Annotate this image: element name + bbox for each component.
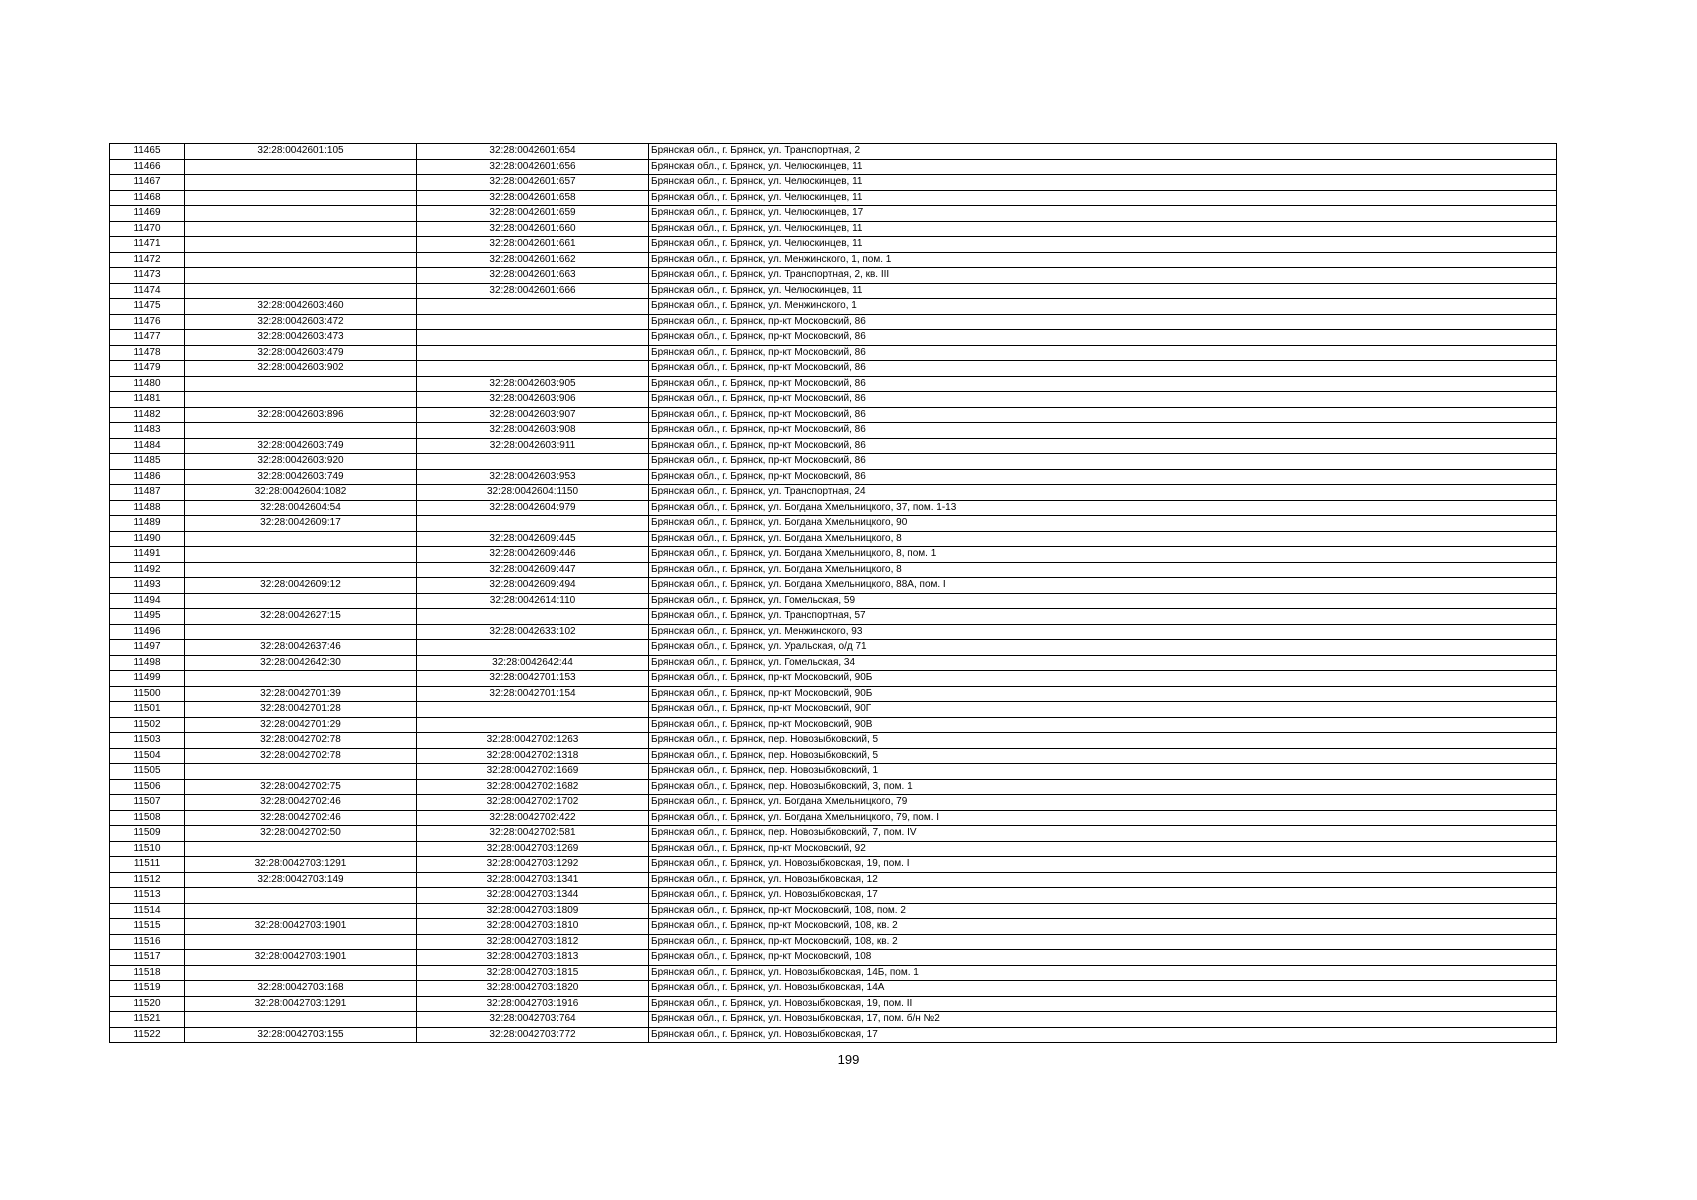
address-cell: Брянская обл., г. Брянск, ул. Менжинского, 1, пом. 1 <box>649 252 1557 268</box>
table-row <box>110 578 1557 594</box>
cadastral-number-cell: 32:28:0042703:1269 <box>417 841 649 857</box>
row-number-cell: 11514 <box>110 903 185 919</box>
table-row <box>110 531 1557 547</box>
cadastral-number-cell: 32:28:0042701:154 <box>417 686 649 702</box>
row-number-cell: 11477 <box>110 330 185 346</box>
parent-cadastral-number-cell: 32:28:0042703:1291 <box>185 857 417 873</box>
table-row <box>110 376 1557 392</box>
row-number-cell: 11499 <box>110 671 185 687</box>
address-cell: Брянская обл., г. Брянск, пр-кт Московский, 90Г <box>649 702 1557 718</box>
address-cell: Брянская обл., г. Брянск, пр-кт Московский, 92 <box>649 841 1557 857</box>
table-row <box>110 175 1557 191</box>
table-row <box>110 144 1557 160</box>
address-cell: Брянская обл., г. Брянск, ул. Богдана Хмельницкого, 88А, пом. I <box>649 578 1557 594</box>
table-row <box>110 624 1557 640</box>
table-row <box>110 206 1557 222</box>
address-cell: Брянская обл., г. Брянск, ул. Новозыбковская, 17, пом. б/н №2 <box>649 1012 1557 1028</box>
row-number-cell: 11481 <box>110 392 185 408</box>
table-row <box>110 733 1557 749</box>
table-row <box>110 702 1557 718</box>
parent-cadastral-number-cell: 32:28:0042702:78 <box>185 733 417 749</box>
table-row <box>110 345 1557 361</box>
cadastral-number-cell: 32:28:0042601:666 <box>417 283 649 299</box>
parent-cadastral-number-cell: 32:28:0042703:1901 <box>185 919 417 935</box>
address-cell: Брянская обл., г. Брянск, пр-кт Московский, 90В <box>649 717 1557 733</box>
cadastral-number-cell: 32:28:0042601:659 <box>417 206 649 222</box>
address-cell: Брянская обл., г. Брянск, ул. Транспортная, 57 <box>649 609 1557 625</box>
table-row <box>110 640 1557 656</box>
row-number-cell: 11471 <box>110 237 185 253</box>
parent-cadastral-number-cell: 32:28:0042702:78 <box>185 748 417 764</box>
table-row <box>110 190 1557 206</box>
parent-cadastral-number-cell <box>185 268 417 284</box>
cadastral-number-cell: 32:28:0042609:494 <box>417 578 649 594</box>
table-row <box>110 500 1557 516</box>
cadastral-number-cell: 32:28:0042633:102 <box>417 624 649 640</box>
address-cell: Брянская обл., г. Брянск, ул. Богдана Хмельницкого, 37, пом. 1-13 <box>649 500 1557 516</box>
table-row <box>110 857 1557 873</box>
parent-cadastral-number-cell: 32:28:0042604:1082 <box>185 485 417 501</box>
table-row <box>110 547 1557 563</box>
row-number-cell: 11495 <box>110 609 185 625</box>
parent-cadastral-number-cell: 32:28:0042609:12 <box>185 578 417 594</box>
table-row <box>110 872 1557 888</box>
cadastral-number-cell: 32:28:0042603:911 <box>417 438 649 454</box>
table-row <box>110 562 1557 578</box>
parent-cadastral-number-cell <box>185 221 417 237</box>
row-number-cell: 11486 <box>110 469 185 485</box>
page-number: 199 <box>837 1052 860 1067</box>
row-number-cell: 11520 <box>110 996 185 1012</box>
row-number-cell: 11472 <box>110 252 185 268</box>
parent-cadastral-number-cell: 32:28:0042603:902 <box>185 361 417 377</box>
table-row <box>110 1012 1557 1028</box>
table-row <box>110 996 1557 1012</box>
cadastral-number-cell: 32:28:0042703:1815 <box>417 965 649 981</box>
parent-cadastral-number-cell: 32:28:0042701:39 <box>185 686 417 702</box>
cadastral-number-cell: 32:28:0042703:1292 <box>417 857 649 873</box>
row-number-cell: 11510 <box>110 841 185 857</box>
row-number-cell: 11519 <box>110 981 185 997</box>
cadastral-number-cell: 32:28:0042701:153 <box>417 671 649 687</box>
table-body <box>110 144 1557 1043</box>
parent-cadastral-number-cell: 32:28:0042603:749 <box>185 438 417 454</box>
cadastral-number-cell: 32:28:0042603:907 <box>417 407 649 423</box>
parent-cadastral-number-cell: 32:28:0042637:46 <box>185 640 417 656</box>
cadastral-number-cell: 32:28:0042603:906 <box>417 392 649 408</box>
row-number-cell: 11496 <box>110 624 185 640</box>
table-row <box>110 686 1557 702</box>
row-number-cell: 11484 <box>110 438 185 454</box>
cadastral-number-cell: 32:28:0042601:654 <box>417 144 649 160</box>
cadastral-number-cell: 32:28:0042703:772 <box>417 1027 649 1043</box>
parent-cadastral-number-cell: 32:28:0042701:29 <box>185 717 417 733</box>
address-cell: Брянская обл., г. Брянск, ул. Челюскинцев, 11 <box>649 190 1557 206</box>
address-cell: Брянская обл., г. Брянск, пр-кт Московский, 86 <box>649 314 1557 330</box>
cadastral-number-cell: 32:28:0042601:656 <box>417 159 649 175</box>
parent-cadastral-number-cell <box>185 392 417 408</box>
table-row <box>110 423 1557 439</box>
cadastral-number-cell <box>417 717 649 733</box>
address-cell: Брянская обл., г. Брянск, ул. Богдана Хмельницкого, 8, пом. 1 <box>649 547 1557 563</box>
address-cell: Брянская обл., г. Брянск, ул. Гомельская, 59 <box>649 593 1557 609</box>
cadastral-number-cell: 32:28:0042703:1916 <box>417 996 649 1012</box>
cadastral-number-cell: 32:28:0042642:44 <box>417 655 649 671</box>
parent-cadastral-number-cell <box>185 376 417 392</box>
address-cell: Брянская обл., г. Брянск, пер. Новозыбковский, 3, пом. 1 <box>649 779 1557 795</box>
cadastral-number-cell: 32:28:0042702:1318 <box>417 748 649 764</box>
row-number-cell: 11473 <box>110 268 185 284</box>
table-row <box>110 841 1557 857</box>
row-number-cell: 11490 <box>110 531 185 547</box>
table-row <box>110 981 1557 997</box>
address-cell: Брянская обл., г. Брянск, пер. Новозыбковский, 1 <box>649 764 1557 780</box>
table-row <box>110 888 1557 904</box>
cadastral-number-cell: 32:28:0042614:110 <box>417 593 649 609</box>
table-row <box>110 237 1557 253</box>
parent-cadastral-number-cell: 32:28:0042703:168 <box>185 981 417 997</box>
cadastral-number-cell: 32:28:0042702:1682 <box>417 779 649 795</box>
parent-cadastral-number-cell: 32:28:0042702:46 <box>185 795 417 811</box>
row-number-cell: 11517 <box>110 950 185 966</box>
table-row <box>110 283 1557 299</box>
address-cell: Брянская обл., г. Брянск, ул. Транспортная, 2 <box>649 144 1557 160</box>
cadastral-number-cell: 32:28:0042703:1810 <box>417 919 649 935</box>
row-number-cell: 11494 <box>110 593 185 609</box>
table-row <box>110 810 1557 826</box>
table-row <box>110 919 1557 935</box>
row-number-cell: 11507 <box>110 795 185 811</box>
cadastral-number-cell: 32:28:0042603:908 <box>417 423 649 439</box>
address-cell: Брянская обл., г. Брянск, ул. Новозыбковская, 19, пом. I <box>649 857 1557 873</box>
parent-cadastral-number-cell: 32:28:0042703:149 <box>185 872 417 888</box>
parent-cadastral-number-cell: 32:28:0042702:50 <box>185 826 417 842</box>
address-cell: Брянская обл., г. Брянск, ул. Транспортная, 24 <box>649 485 1557 501</box>
cadastral-number-cell: 32:28:0042601:662 <box>417 252 649 268</box>
parent-cadastral-number-cell <box>185 159 417 175</box>
parent-cadastral-number-cell <box>185 531 417 547</box>
cadastral-number-cell: 32:28:0042604:1150 <box>417 485 649 501</box>
address-cell: Брянская обл., г. Брянск, ул. Богдана Хмельницкого, 79 <box>649 795 1557 811</box>
address-cell: Брянская обл., г. Брянск, ул. Новозыбковская, 12 <box>649 872 1557 888</box>
table-row <box>110 252 1557 268</box>
address-cell: Брянская обл., г. Брянск, пер. Новозыбковский, 7, пом. IV <box>649 826 1557 842</box>
row-number-cell: 11511 <box>110 857 185 873</box>
row-number-cell: 11509 <box>110 826 185 842</box>
address-cell: Брянская обл., г. Брянск, ул. Богдана Хмельницкого, 8 <box>649 562 1557 578</box>
row-number-cell: 11502 <box>110 717 185 733</box>
parent-cadastral-number-cell: 32:28:0042703:1901 <box>185 950 417 966</box>
row-number-cell: 11516 <box>110 934 185 950</box>
parent-cadastral-number-cell: 32:28:0042603:472 <box>185 314 417 330</box>
address-cell: Брянская обл., г. Брянск, ул. Челюскинцев, 11 <box>649 237 1557 253</box>
parent-cadastral-number-cell <box>185 624 417 640</box>
parent-cadastral-number-cell: 32:28:0042603:749 <box>185 469 417 485</box>
cadastral-number-cell <box>417 345 649 361</box>
address-cell: Брянская обл., г. Брянск, пр-кт Московский, 86 <box>649 423 1557 439</box>
cadastral-number-cell: 32:28:0042703:1813 <box>417 950 649 966</box>
parent-cadastral-number-cell <box>185 190 417 206</box>
cadastral-number-cell <box>417 314 649 330</box>
cadastral-number-cell <box>417 330 649 346</box>
cadastral-number-cell: 32:28:0042601:663 <box>417 268 649 284</box>
address-cell: Брянская обл., г. Брянск, ул. Челюскинцев, 11 <box>649 283 1557 299</box>
row-number-cell: 11498 <box>110 655 185 671</box>
row-number-cell: 11489 <box>110 516 185 532</box>
parent-cadastral-number-cell: 32:28:0042627:15 <box>185 609 417 625</box>
table-row <box>110 764 1557 780</box>
address-cell: Брянская обл., г. Брянск, ул. Богдана Хмельницкого, 79, пом. I <box>649 810 1557 826</box>
parent-cadastral-number-cell <box>185 764 417 780</box>
cadastral-number-cell <box>417 299 649 315</box>
cadastral-number-cell: 32:28:0042703:1344 <box>417 888 649 904</box>
table-row <box>110 950 1557 966</box>
parent-cadastral-number-cell: 32:28:0042603:473 <box>185 330 417 346</box>
address-cell: Брянская обл., г. Брянск, пр-кт Московский, 108 <box>649 950 1557 966</box>
table-row <box>110 779 1557 795</box>
address-cell: Брянская обл., г. Брянск, ул. Транспортная, 2, кв. III <box>649 268 1557 284</box>
cadastral-number-cell <box>417 454 649 470</box>
address-cell: Брянская обл., г. Брянск, пр-кт Московский, 86 <box>649 469 1557 485</box>
cadastral-number-cell: 32:28:0042603:905 <box>417 376 649 392</box>
table-row <box>110 407 1557 423</box>
address-cell: Брянская обл., г. Брянск, ул. Челюскинцев, 11 <box>649 159 1557 175</box>
address-cell: Брянская обл., г. Брянск, пер. Новозыбковский, 5 <box>649 748 1557 764</box>
row-number-cell: 11476 <box>110 314 185 330</box>
row-number-cell: 11518 <box>110 965 185 981</box>
parent-cadastral-number-cell <box>185 423 417 439</box>
address-cell: Брянская обл., г. Брянск, ул. Менжинского, 93 <box>649 624 1557 640</box>
parent-cadastral-number-cell <box>185 593 417 609</box>
row-number-cell: 11474 <box>110 283 185 299</box>
address-cell: Брянская обл., г. Брянск, ул. Менжинского, 1 <box>649 299 1557 315</box>
table-row <box>110 221 1557 237</box>
row-number-cell: 11500 <box>110 686 185 702</box>
cadastral-number-cell: 32:28:0042601:658 <box>417 190 649 206</box>
row-number-cell: 11501 <box>110 702 185 718</box>
parent-cadastral-number-cell <box>185 965 417 981</box>
address-cell: Брянская обл., г. Брянск, пр-кт Московский, 86 <box>649 361 1557 377</box>
table-row <box>110 609 1557 625</box>
row-number-cell: 11487 <box>110 485 185 501</box>
row-number-cell: 11505 <box>110 764 185 780</box>
address-cell: Брянская обл., г. Брянск, ул. Новозыбковская, 17 <box>649 888 1557 904</box>
parent-cadastral-number-cell: 32:28:0042642:30 <box>185 655 417 671</box>
table-row <box>110 1027 1557 1043</box>
cadastral-number-cell <box>417 361 649 377</box>
row-number-cell: 11491 <box>110 547 185 563</box>
row-number-cell: 11475 <box>110 299 185 315</box>
address-cell: Брянская обл., г. Брянск, ул. Новозыбковская, 17 <box>649 1027 1557 1043</box>
table-row <box>110 454 1557 470</box>
table-row <box>110 748 1557 764</box>
parent-cadastral-number-cell <box>185 903 417 919</box>
row-number-cell: 11512 <box>110 872 185 888</box>
table-row <box>110 392 1557 408</box>
address-cell: Брянская обл., г. Брянск, пр-кт Московский, 86 <box>649 376 1557 392</box>
parent-cadastral-number-cell: 32:28:0042604:54 <box>185 500 417 516</box>
table-row <box>110 268 1557 284</box>
parent-cadastral-number-cell <box>185 1012 417 1028</box>
row-number-cell: 11492 <box>110 562 185 578</box>
table-row <box>110 159 1557 175</box>
table-row <box>110 671 1557 687</box>
row-number-cell: 11480 <box>110 376 185 392</box>
table-row <box>110 516 1557 532</box>
row-number-cell: 11485 <box>110 454 185 470</box>
address-cell: Брянская обл., г. Брянск, ул. Богдана Хмельницкого, 8 <box>649 531 1557 547</box>
cadastral-number-cell <box>417 609 649 625</box>
table-row <box>110 903 1557 919</box>
cadastral-number-cell: 32:28:0042702:422 <box>417 810 649 826</box>
table-row <box>110 655 1557 671</box>
cadastral-number-cell: 32:28:0042601:661 <box>417 237 649 253</box>
registry-table <box>109 143 1557 1043</box>
address-cell: Брянская обл., г. Брянск, пр-кт Московский, 108, кв. 2 <box>649 919 1557 935</box>
cadastral-number-cell: 32:28:0042703:764 <box>417 1012 649 1028</box>
parent-cadastral-number-cell <box>185 206 417 222</box>
parent-cadastral-number-cell <box>185 175 417 191</box>
cadastral-number-cell: 32:28:0042609:446 <box>417 547 649 563</box>
address-cell: Брянская обл., г. Брянск, пр-кт Московский, 86 <box>649 454 1557 470</box>
table-row <box>110 826 1557 842</box>
row-number-cell: 11513 <box>110 888 185 904</box>
cadastral-number-cell: 32:28:0042603:953 <box>417 469 649 485</box>
address-cell: Брянская обл., г. Брянск, пр-кт Московский, 86 <box>649 438 1557 454</box>
row-number-cell: 11497 <box>110 640 185 656</box>
parent-cadastral-number-cell: 32:28:0042703:155 <box>185 1027 417 1043</box>
cadastral-number-cell: 32:28:0042601:657 <box>417 175 649 191</box>
table-row <box>110 361 1557 377</box>
row-number-cell: 11506 <box>110 779 185 795</box>
parent-cadastral-number-cell: 32:28:0042702:75 <box>185 779 417 795</box>
cadastral-number-cell <box>417 640 649 656</box>
address-cell: Брянская обл., г. Брянск, ул. Челюскинцев, 11 <box>649 221 1557 237</box>
address-cell: Брянская обл., г. Брянск, ул. Новозыбковская, 14Б, пом. 1 <box>649 965 1557 981</box>
parent-cadastral-number-cell: 32:28:0042603:460 <box>185 299 417 315</box>
row-number-cell: 11483 <box>110 423 185 439</box>
cadastral-number-cell: 32:28:0042702:1263 <box>417 733 649 749</box>
cadastral-number-cell: 32:28:0042703:1820 <box>417 981 649 997</box>
parent-cadastral-number-cell: 32:28:0042701:28 <box>185 702 417 718</box>
row-number-cell: 11504 <box>110 748 185 764</box>
row-number-cell: 11470 <box>110 221 185 237</box>
address-cell: Брянская обл., г. Брянск, ул. Челюскинцев, 11 <box>649 175 1557 191</box>
cadastral-number-cell: 32:28:0042604:979 <box>417 500 649 516</box>
cadastral-number-cell: 32:28:0042702:1669 <box>417 764 649 780</box>
parent-cadastral-number-cell: 32:28:0042603:920 <box>185 454 417 470</box>
row-number-cell: 11522 <box>110 1027 185 1043</box>
table-row <box>110 965 1557 981</box>
parent-cadastral-number-cell: 32:28:0042609:17 <box>185 516 417 532</box>
row-number-cell: 11467 <box>110 175 185 191</box>
cadastral-number-cell: 32:28:0042609:445 <box>417 531 649 547</box>
row-number-cell: 11479 <box>110 361 185 377</box>
cadastral-number-cell: 32:28:0042703:1812 <box>417 934 649 950</box>
row-number-cell: 11468 <box>110 190 185 206</box>
cadastral-number-cell: 32:28:0042601:660 <box>417 221 649 237</box>
table-row <box>110 438 1557 454</box>
parent-cadastral-number-cell: 32:28:0042603:479 <box>185 345 417 361</box>
cadastral-number-cell: 32:28:0042609:447 <box>417 562 649 578</box>
row-number-cell: 11478 <box>110 345 185 361</box>
row-number-cell: 11503 <box>110 733 185 749</box>
parent-cadastral-number-cell <box>185 547 417 563</box>
parent-cadastral-number-cell: 32:28:0042601:105 <box>185 144 417 160</box>
table-row <box>110 485 1557 501</box>
table-row <box>110 717 1557 733</box>
parent-cadastral-number-cell <box>185 671 417 687</box>
address-cell: Брянская обл., г. Брянск, пр-кт Московский, 86 <box>649 407 1557 423</box>
table-row <box>110 795 1557 811</box>
cadastral-number-cell: 32:28:0042703:1809 <box>417 903 649 919</box>
cadastral-number-cell <box>417 702 649 718</box>
cadastral-number-cell: 32:28:0042703:1341 <box>417 872 649 888</box>
row-number-cell: 11521 <box>110 1012 185 1028</box>
row-number-cell: 11488 <box>110 500 185 516</box>
address-cell: Брянская обл., г. Брянск, пр-кт Московский, 108, пом. 2 <box>649 903 1557 919</box>
address-cell: Брянская обл., г. Брянск, ул. Гомельская, 34 <box>649 655 1557 671</box>
address-cell: Брянская обл., г. Брянск, ул. Новозыбковская, 14А <box>649 981 1557 997</box>
table-row <box>110 330 1557 346</box>
parent-cadastral-number-cell <box>185 841 417 857</box>
table-row <box>110 469 1557 485</box>
parent-cadastral-number-cell <box>185 562 417 578</box>
address-cell: Брянская обл., г. Брянск, пр-кт Московский, 86 <box>649 345 1557 361</box>
parent-cadastral-number-cell: 32:28:0042703:1291 <box>185 996 417 1012</box>
address-cell: Брянская обл., г. Брянск, ул. Новозыбковская, 19, пом. II <box>649 996 1557 1012</box>
address-cell: Брянская обл., г. Брянск, пр-кт Московский, 86 <box>649 392 1557 408</box>
address-cell: Брянская обл., г. Брянск, пр-кт Московский, 90Б <box>649 686 1557 702</box>
row-number-cell: 11508 <box>110 810 185 826</box>
parent-cadastral-number-cell: 32:28:0042603:896 <box>185 407 417 423</box>
parent-cadastral-number-cell <box>185 934 417 950</box>
address-cell: Брянская обл., г. Брянск, пр-кт Московский, 90Б <box>649 671 1557 687</box>
table-row <box>110 314 1557 330</box>
table-row <box>110 593 1557 609</box>
row-number-cell: 11465 <box>110 144 185 160</box>
address-cell: Брянская обл., г. Брянск, ул. Богдана Хмельницкого, 90 <box>649 516 1557 532</box>
row-number-cell: 11466 <box>110 159 185 175</box>
address-cell: Брянская обл., г. Брянск, пр-кт Московский, 86 <box>649 330 1557 346</box>
parent-cadastral-number-cell <box>185 237 417 253</box>
parent-cadastral-number-cell <box>185 888 417 904</box>
cadastral-number-cell: 32:28:0042702:581 <box>417 826 649 842</box>
address-cell: Брянская обл., г. Брянск, пр-кт Московский, 108, кв. 2 <box>649 934 1557 950</box>
row-number-cell: 11482 <box>110 407 185 423</box>
address-cell: Брянская обл., г. Брянск, ул. Челюскинцев, 17 <box>649 206 1557 222</box>
parent-cadastral-number-cell <box>185 283 417 299</box>
address-cell: Брянская обл., г. Брянск, пер. Новозыбковский, 5 <box>649 733 1557 749</box>
cadastral-number-cell: 32:28:0042702:1702 <box>417 795 649 811</box>
row-number-cell: 11469 <box>110 206 185 222</box>
address-cell: Брянская обл., г. Брянск, ул. Уральская, о/д 71 <box>649 640 1557 656</box>
table-row <box>110 934 1557 950</box>
parent-cadastral-number-cell: 32:28:0042702:46 <box>185 810 417 826</box>
cadastral-number-cell <box>417 516 649 532</box>
table-row <box>110 299 1557 315</box>
row-number-cell: 11515 <box>110 919 185 935</box>
row-number-cell: 11493 <box>110 578 185 594</box>
parent-cadastral-number-cell <box>185 252 417 268</box>
